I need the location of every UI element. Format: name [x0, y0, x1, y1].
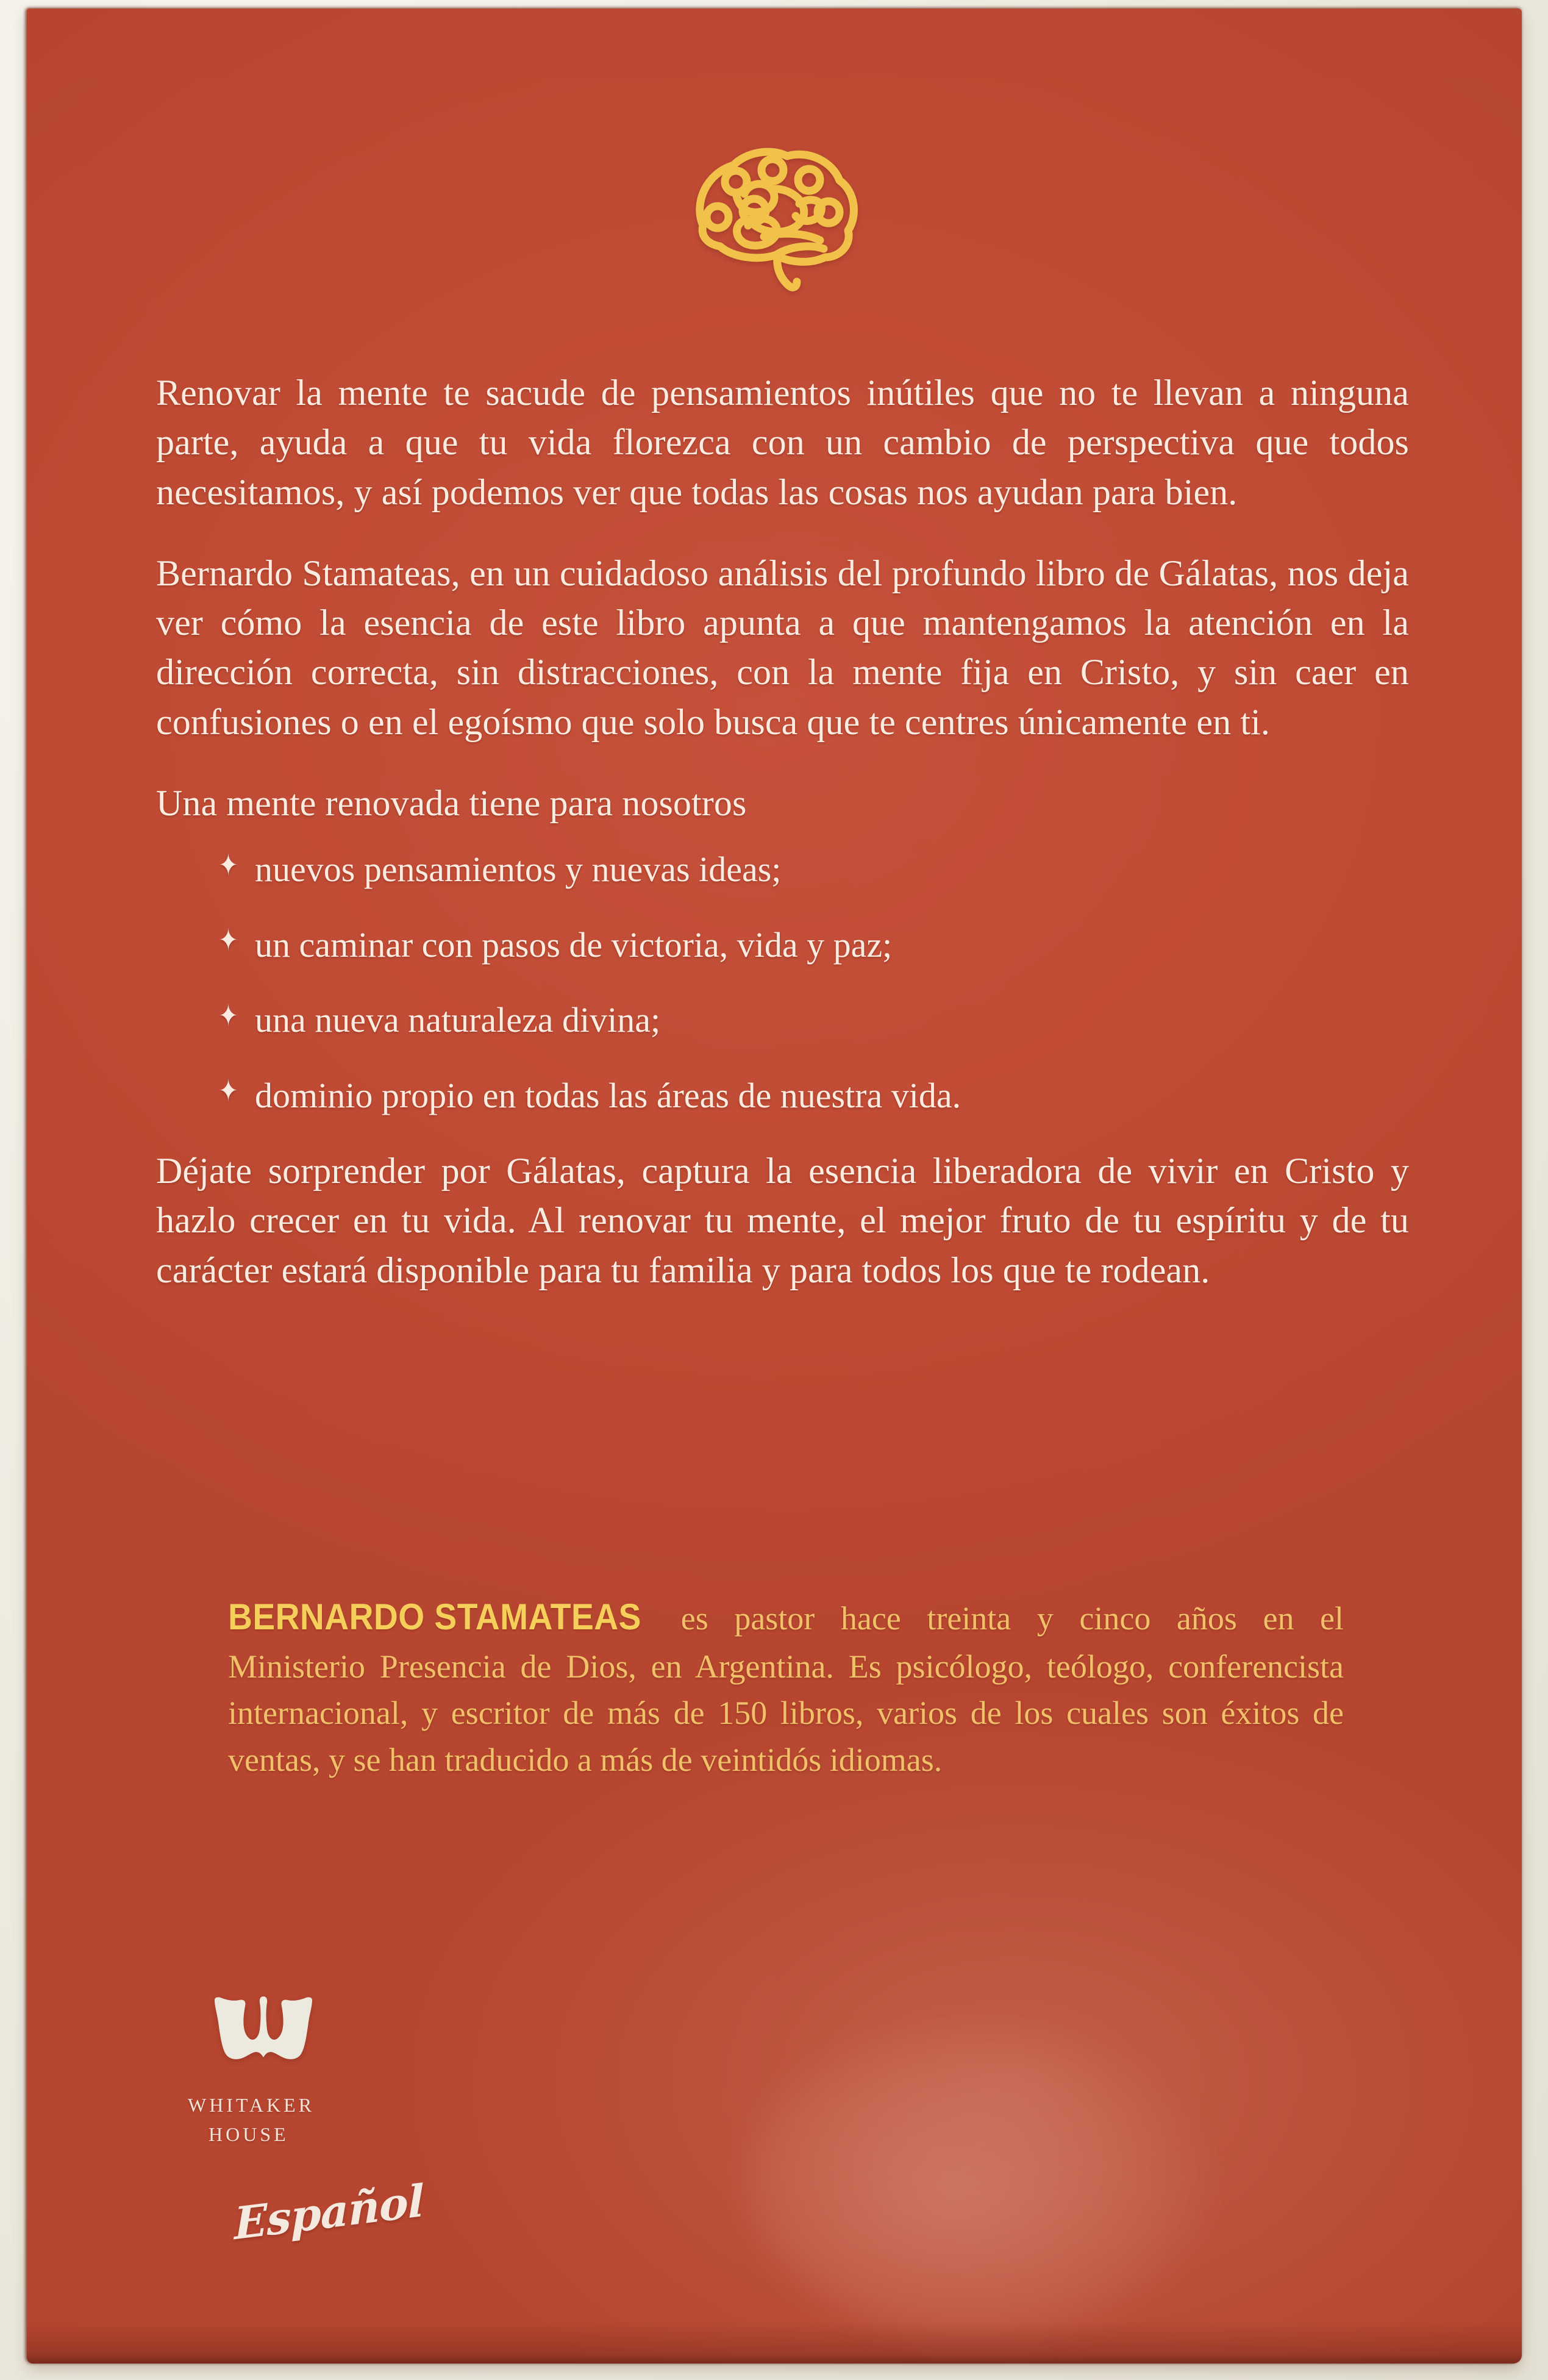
closing-paragraph: Déjate sorprender por Gálatas, captura la esencia liberadora de vivir en Cristo y hazlo crecer en tu vida. Al renovar tu mente, el mejor fruto de tu espíritu y de tu carácter estará disponible para tu familia y para todos los que te rodean. [156, 1150, 1409, 1290]
author-name: BERNARDO STAMATEAS [228, 1596, 641, 1637]
benefits-list [156, 846, 1409, 1118]
brain-ornament [27, 135, 1522, 300]
list-item [217, 922, 1409, 968]
benefits-intro: Una mente renovada tiene para nosotros [156, 783, 747, 824]
brain-icon [680, 135, 869, 300]
list-item-label: una nueva naturaleza divina; [255, 1000, 661, 1040]
bullet-diamond-icon: ✦ [218, 924, 238, 958]
whitaker-w-logo-icon [212, 1995, 315, 2076]
publisher-imprint-script: Español [234, 2174, 424, 2250]
list-item-label: un caminar con pasos de victoria, vida y paz; [255, 924, 893, 965]
bullet-diamond-icon: ✦ [218, 999, 238, 1033]
publisher-name-line-1: whitaker [188, 2087, 315, 2118]
book-back-cover [27, 9, 1522, 2364]
list-item [217, 997, 1409, 1043]
bullet-diamond-icon: ✦ [218, 1074, 238, 1109]
author-bio-text: es pastor hace treinta y cinco años en el Ministerio Presencia de Dios, en Argentina. Es psicólogo, teólogo, conferencista internacional, y escritor de más de 150 libros, varios de los cuales son éxitos de ventas, y se han traducido a más de veintidós idiomas. [228, 1600, 1344, 1778]
list-item-label: dominio propio en todas las áreas de nuestra vida. [255, 1075, 961, 1115]
publisher-name-line-2: house [209, 2115, 289, 2147]
blurb-paragraph-1: Renovar la mente te sacude de pensamientos inútiles que no te llevan a ninguna parte, ayuda a que tu vida florezca con un cambio de perspectiva que todos necesitamos, y así podemos ver que todas las cosas nos ayudan para bien. [156, 373, 1409, 512]
blurb-paragraph-2: Bernardo Stamateas, en un cuidadoso análisis del profundo libro de Gálatas, nos deja ver cómo la esencia de este libro apunta a que mantengamos la atención en la dirección correcta, sin distracciones, con la mente fija en Cristo, y sin caer en confusiones o en el egoísmo que solo busca que te centres únicamente en ti. [156, 552, 1409, 742]
publisher-logo [184, 1995, 446, 2250]
list-item [217, 1073, 1409, 1118]
back-cover-copy [156, 368, 1409, 1327]
list-item [217, 846, 1409, 892]
bullet-diamond-icon: ✦ [218, 849, 238, 882]
list-item-label: nuevos pensamientos y nuevas ideas; [255, 849, 782, 890]
author-bio [228, 1592, 1344, 1783]
